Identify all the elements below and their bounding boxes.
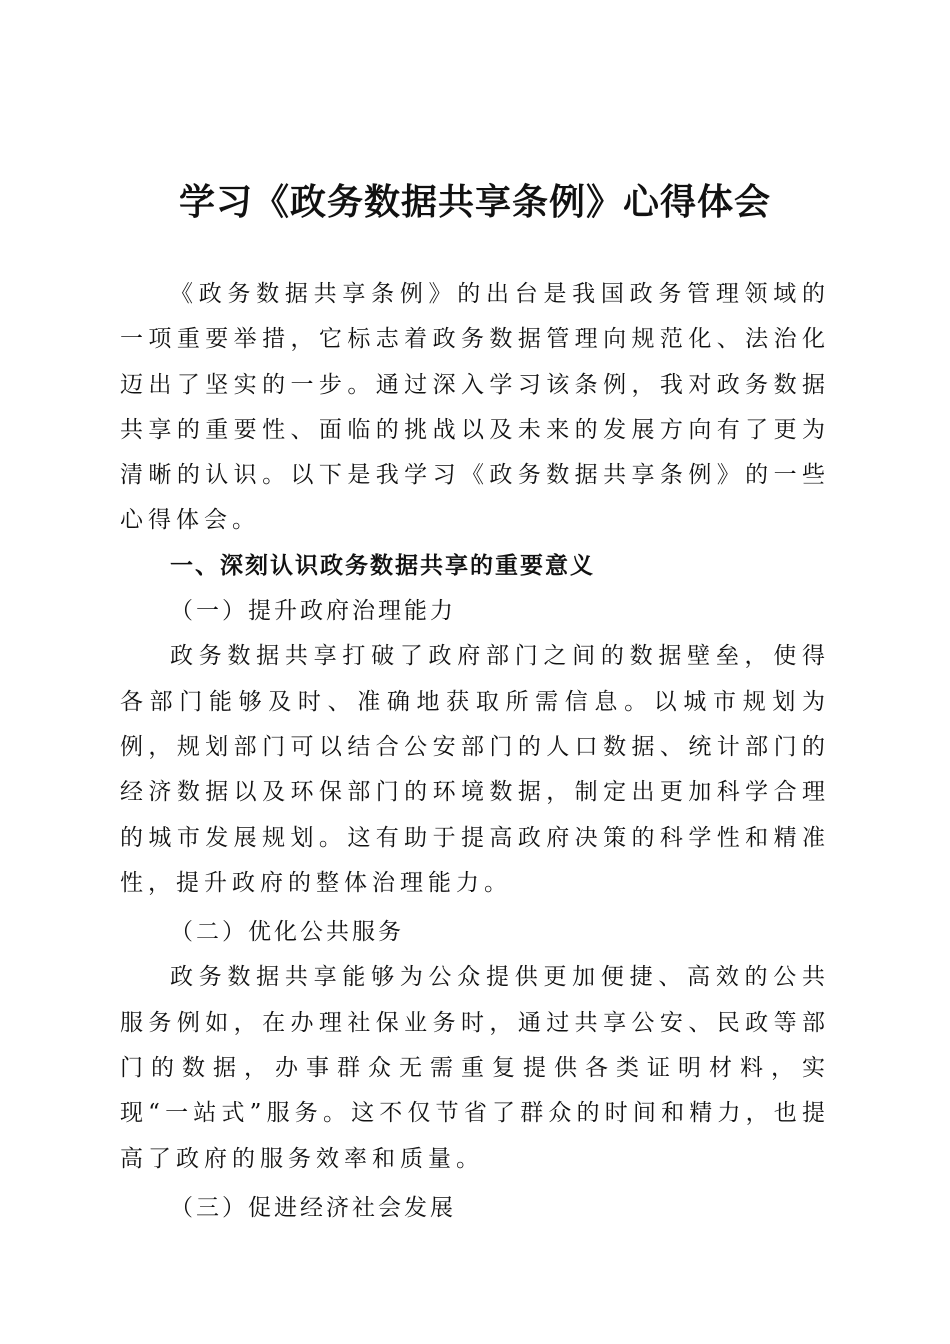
subsection-1-heading: （一）提升政府治理能力 bbox=[170, 598, 456, 625]
subsection-3-heading: （三）促进经济社会发展 bbox=[170, 1194, 456, 1221]
subsection-1-paragraph: 政务数据共享打破了政府部门之间的数据壁垒，使得各部门能够及时、准确地获取所需信息。以城市规划为例，规划部门可以结合公安部门的人口数据、统计部门的经济数据以及环保部门的环境数据，制定出更加科学合理的城市发展规划。这有助于提高政府决策的科学性和精准性，提升政府的整体治理能力。 bbox=[120, 643, 830, 896]
intro-paragraph: 《政务数据共享条例》的出台是我国政务管理领域的一项重要举措，它标志着政务数据管理向规范化、法治化迈出了坚实的一步。通过深入学习该条例，我对政务数据共享的重要性、面临的挑战以及未来的发展方向有了更为清晰的认识。以下是我学习《政务数据共享条例》的一些心得体会。 bbox=[120, 281, 830, 534]
subsection-2-heading: （二）优化公共服务 bbox=[170, 919, 404, 946]
document-body bbox=[120, 272, 830, 1231]
subsection-2-paragraph: 政务数据共享能够为公众提供更加便捷、高效的公共服务例如，在办理社保业务时，通过共享公安、民政等部门的数据，办事群众无需重复提供各类证明材料，实现“一站式”服务。这不仅节省了群众的时间和精力，也提高了政府的服务效率和质量。 bbox=[120, 964, 830, 1172]
document-title: 学习《政务数据共享条例》心得体会 bbox=[178, 182, 771, 223]
section-1-heading: 一、深刻认识政务数据共享的重要意义 bbox=[170, 552, 595, 579]
